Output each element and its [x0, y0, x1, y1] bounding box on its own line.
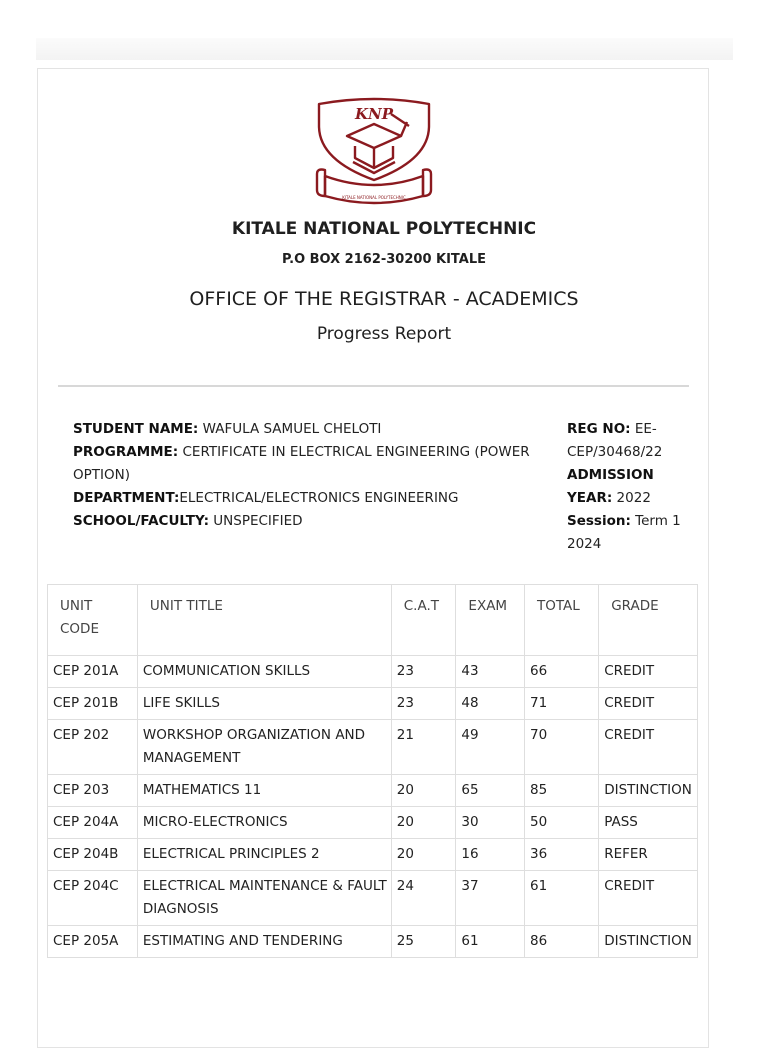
table-row: [48, 656, 698, 688]
student-info: [73, 418, 553, 533]
header-exam: EXAM: [456, 585, 525, 656]
school-label: SCHOOL/FACULTY:: [73, 513, 209, 529]
header-total: TOTAL: [524, 585, 598, 656]
table-row: [48, 720, 698, 775]
cell-cat: 23: [391, 688, 456, 720]
student-name-label: STUDENT NAME:: [73, 421, 199, 437]
cell-exam: 49: [456, 720, 525, 775]
cell-grade: REFER: [599, 839, 698, 871]
admission-label: ADMISSION YEAR:: [567, 467, 654, 506]
institution-name: KITALE NATIONAL POLYTECHNIC: [231, 219, 537, 239]
cell-cat: 20: [391, 775, 456, 807]
cell-exam: 37: [456, 871, 525, 926]
registration-info: [567, 418, 692, 556]
cell-grade: CREDIT: [599, 720, 698, 775]
table-row: [48, 839, 698, 871]
cell-exam: 65: [456, 775, 525, 807]
institution-logo: [313, 96, 435, 212]
cell-cat: 25: [391, 926, 456, 958]
cell-total: 70: [524, 720, 598, 775]
cell-grade: PASS: [599, 807, 698, 839]
cell-exam: 16: [456, 839, 525, 871]
programme-line: [73, 441, 553, 487]
table-row: [48, 688, 698, 720]
reg-no-value: EE-CEP/30468/22: [567, 421, 663, 460]
student-name-line: [73, 418, 553, 441]
cell-unit-code: CEP 203: [48, 775, 138, 807]
cell-unit-title: LIFE SKILLS: [137, 688, 391, 720]
cell-unit-code: CEP 205A: [48, 926, 138, 958]
cell-exam: 30: [456, 807, 525, 839]
header-divider: [58, 385, 689, 387]
cell-total: 36: [524, 839, 598, 871]
cell-unit-code: CEP 201B: [48, 688, 138, 720]
cell-cat: 20: [391, 839, 456, 871]
department-line: [73, 487, 553, 510]
school-value: UNSPECIFIED: [213, 513, 303, 529]
session-label: Session:: [567, 513, 631, 529]
cell-unit-title: MATHEMATICS 11: [137, 775, 391, 807]
cell-total: 86: [524, 926, 598, 958]
cell-unit-code: CEP 202: [48, 720, 138, 775]
table-row: [48, 807, 698, 839]
table-row: [48, 871, 698, 926]
cell-unit-code: CEP 204C: [48, 871, 138, 926]
cell-cat: 24: [391, 871, 456, 926]
office-title: OFFICE OF THE REGISTRAR - ACADEMICS: [189, 288, 579, 310]
cell-total: 71: [524, 688, 598, 720]
cell-grade: CREDIT: [599, 871, 698, 926]
cell-unit-title: ELECTRICAL MAINTENANCE & FAULT DIAGNOSIS: [137, 871, 391, 926]
session-line: [567, 510, 692, 556]
cell-total: 85: [524, 775, 598, 807]
cell-exam: 43: [456, 656, 525, 688]
cell-cat: 21: [391, 720, 456, 775]
reg-no-label: REG NO:: [567, 421, 631, 437]
cell-exam: 48: [456, 688, 525, 720]
cell-unit-code: CEP 204B: [48, 839, 138, 871]
cell-unit-title: WORKSHOP ORGANIZATION AND MANAGEMENT: [137, 720, 391, 775]
cell-unit-title: MICRO-ELECTRONICS: [137, 807, 391, 839]
cell-cat: 20: [391, 807, 456, 839]
cell-unit-title: COMMUNICATION SKILLS: [137, 656, 391, 688]
cell-exam: 61: [456, 926, 525, 958]
student-name-value: WAFULA SAMUEL CHELOTI: [202, 421, 382, 437]
cell-grade: CREDIT: [599, 656, 698, 688]
table-row: [48, 926, 698, 958]
admission-value: 2022: [616, 490, 651, 506]
institution-address: P.O BOX 2162-30200 KITALE: [281, 252, 487, 267]
table-header-row: [48, 585, 698, 656]
cell-grade: CREDIT: [599, 688, 698, 720]
header-unit-code: UNIT CODE: [48, 585, 138, 656]
cell-total: 61: [524, 871, 598, 926]
programme-label: PROGRAMME:: [73, 444, 179, 460]
cell-unit-title: ELECTRICAL PRINCIPLES 2: [137, 839, 391, 871]
header-cat: C.A.T: [391, 585, 456, 656]
cell-unit-code: CEP 204A: [48, 807, 138, 839]
department-value: ELECTRICAL/ELECTRONICS ENGINEERING: [179, 490, 459, 506]
department-label: DEPARTMENT:: [73, 490, 180, 506]
page-top-bar: [36, 38, 733, 60]
cell-total: 66: [524, 656, 598, 688]
reg-no-line: [567, 418, 692, 464]
cell-unit-title: ESTIMATING AND TENDERING: [137, 926, 391, 958]
school-line: [73, 510, 553, 533]
logo-motto: KITALE NATIONAL POLYTECHNIC: [342, 195, 406, 200]
report-title: Progress Report: [316, 324, 452, 344]
admission-line: [567, 464, 692, 510]
results-table: [47, 584, 698, 958]
cell-grade: DISTINCTION: [599, 926, 698, 958]
cell-cat: 23: [391, 656, 456, 688]
header-unit-title: UNIT TITLE: [137, 585, 391, 656]
logo-initials: KNP: [354, 105, 394, 123]
cell-total: 50: [524, 807, 598, 839]
cell-unit-code: CEP 201A: [48, 656, 138, 688]
header-grade: GRADE: [599, 585, 698, 656]
table-row: [48, 775, 698, 807]
cell-grade: DISTINCTION: [599, 775, 698, 807]
session-value: Term 1 2024: [567, 513, 681, 552]
programme-value: CERTIFICATE IN ELECTRICAL ENGINEERING (POWER OPTION): [73, 444, 530, 483]
